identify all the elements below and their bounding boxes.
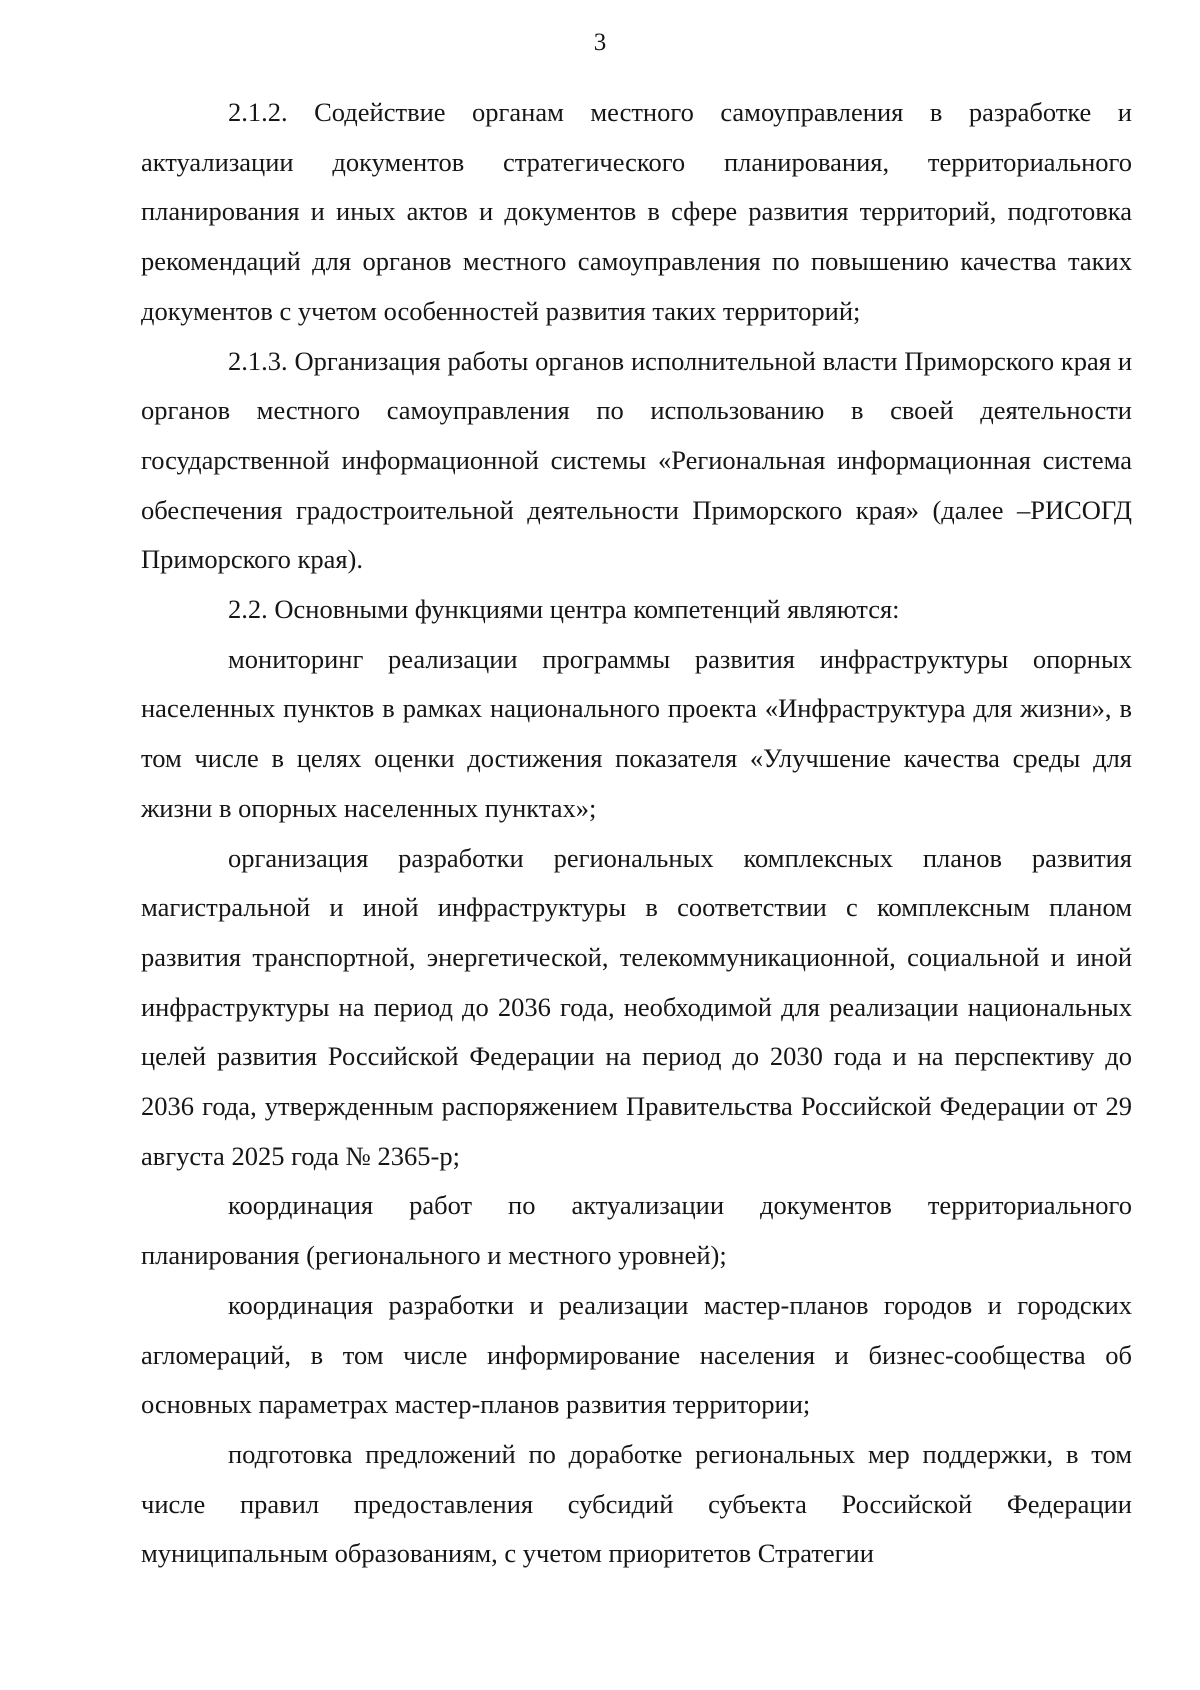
- paragraph-2-2: 2.2. Основными функциями центра компетенций являются:: [228, 594, 900, 625]
- page-number: 3: [593, 29, 607, 56]
- paragraph-master-plans: координация разработки и реализации мастер-планов городов и городских агломераций, в том числе информирование населения и бизнес-сообщества об основных параметрах мастер-планов развития территории;: [141, 1289, 1132, 1420]
- document-body: [141, 88, 1132, 1579]
- paragraph-regional-plans: организация разработки региональных комплексных планов развития магистральной и иной инфраструктуры в соответствии с комплексным планом развития транспортной, энергетической, телекоммуникационной, социальной и иной инфраструктуры на период до 2036 года, необходимой для реализации национальных целей развития Российской Федерации на период до 2030 года и на перспективу до 2036 года, утвержденным распоряжением Правительства Российской Федерации от 29 августа 2025 года № 2365-р;: [141, 842, 1132, 1171]
- paragraph-territorial-planning: координация работ по актуализации документов территориального планирования (регионального и местного уровней);: [141, 1190, 1132, 1271]
- paragraph-monitoring: мониторинг реализации программы развития инфраструктуры опорных населенных пунктов в рамках национального проекта «Инфраструктура для жизни», в том числе в целях оценки достижения показателя «Улучшение качества среды для жизни в опорных населенных пунктах»;: [141, 643, 1132, 823]
- paragraph-support-measures: подготовка предложений по доработке региональных мер поддержки, в том числе правил предоставления субсидий субъекта Российской Федерации муниципальным образованиям, с учетом приоритетов Стратегии: [141, 1438, 1132, 1569]
- paragraph-2-1-3: 2.1.3. Организация работы органов исполнительной власти Приморского края и органов местного самоуправления по использованию в своей деятельности государственной информационной системы «Региональная информационная система обеспечения градостроительной деятельности Приморского края» (далее –РИСОГД Приморского края).: [141, 345, 1132, 575]
- paragraph-2-1-2: 2.1.2. Содействие органам местного самоуправления в разработке и актуализации документов стратегического планирования, территориального планирования и иных актов и документов в сфере развития территорий, подготовка рекомендаций для органов местного самоуправления по повышению качества таких документов с учетом особенностей развития таких территорий;: [141, 97, 1132, 326]
